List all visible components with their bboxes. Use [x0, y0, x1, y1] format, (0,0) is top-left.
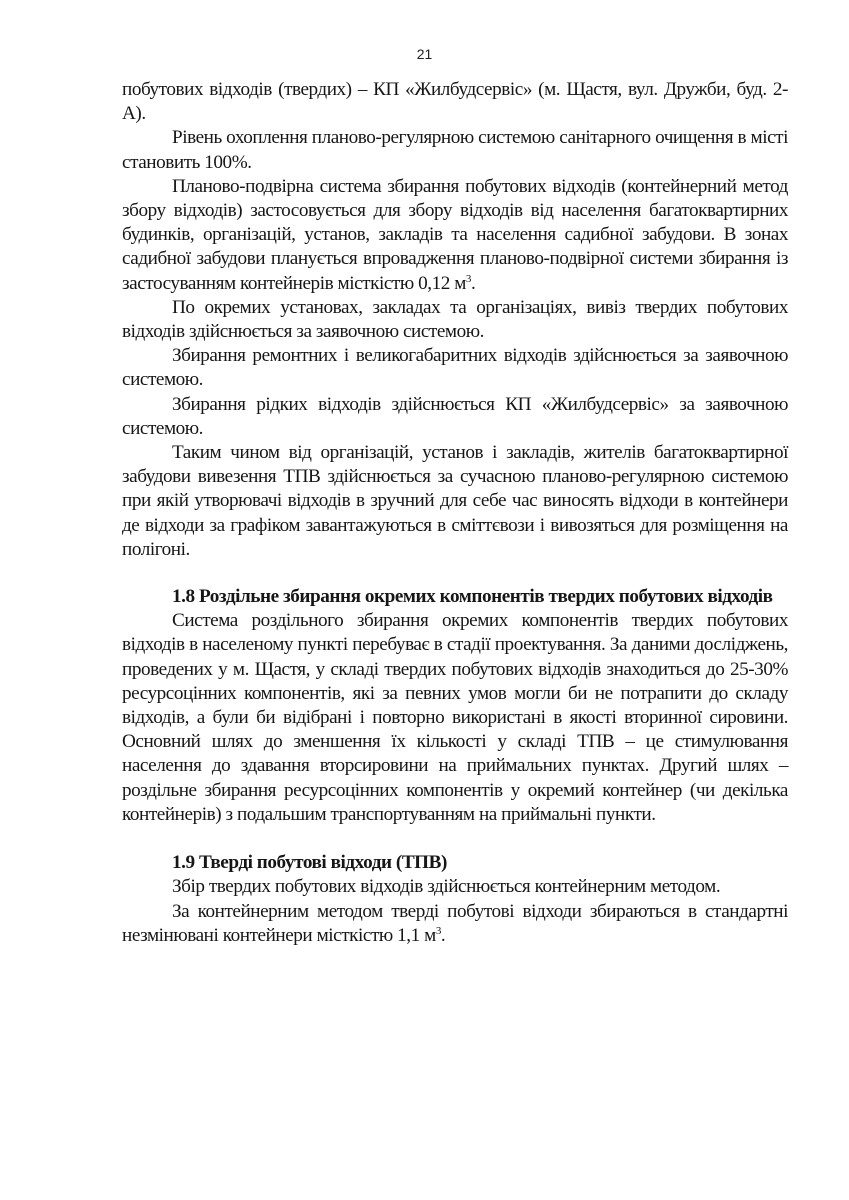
paragraph-standard-containers	[122, 900, 788, 948]
section-heading-1-8: 1.8 Роздільне збирання окремих компонентів твердих побутових відходів	[172, 586, 773, 608]
paragraph-separate-collection: Система роздільного збирання окремих компонентів твердих побутових відходів в населеному пункті перебуває в стадії проектування. За даними досліджень, проведених у м. Щастя, у складі твердих побутових відходів знаходиться до 25-30% ресурсоцінних компонентів, які за певних умов могли би не потрапити до складу відходів, а були би відібрані і повторно використані в якості вторинної сировини. Основний шлях до зменшення їх кількості у складі ТПВ – це стимулювання населення до здавання вторсировини на приймальних пунктах. Другий шлях – роздільне збирання ресурсоцінних компонентів у окремий контейнер (чи декілька контейнерів) з подальшим транспортуванням на приймальні пункти.	[122, 610, 788, 825]
paragraph-trailing: .	[470, 272, 476, 294]
section-heading-1-9: 1.9 Тверді побутові відходи (ТПВ)	[172, 852, 447, 874]
paragraph-continuation: побутових відходів (твердих) – КП «Жилбудсервіс» (м. Щастя, вул. Дружби, буд. 2-А).	[122, 79, 788, 125]
document-body	[122, 78, 788, 948]
paragraph-liquid-waste: Збирання рідких відходів здійснюється КП «Жилбудсервіс» за заявочною системою.	[122, 393, 788, 439]
page-number: 21	[416, 46, 433, 62]
paragraph-institutions: По окремих установах, закладах та організаціях, вивіз твердих побутових відходів здійснюється за заявочною системою.	[122, 296, 788, 343]
cubic-superscript: 3	[435, 924, 441, 937]
paragraph-text: За контейнерним методом тверді побутові відходи збираються в стандартні незмінювані контейнери місткістю 1,1 м	[122, 900, 788, 946]
paragraph-text: Планово-подвірна система збирання побутових відходів (контейнерний метод збору відходів) застосовується для збору відходів від населення багатоквартирних будинків, організацій, установ, закладів та населення садибної забудови. В зонах садибної забудови планується впровадження планово-подвірної системи збирання із застосуванням контейнерів місткістю 0,12 м	[122, 175, 788, 294]
paragraph-trailing: .	[440, 924, 446, 946]
paragraph-coverage-level: Рівень охоплення планово-регулярною системою санітарного очищення в місті становить 100%.	[122, 127, 788, 173]
paragraph-container-system	[122, 175, 788, 296]
paragraph-msw-collection: Збір твердих побутових відходів здійснюється контейнерним методом.	[172, 876, 721, 898]
cubic-superscript: 3	[465, 272, 471, 285]
paragraph-bulky-waste: Збирання ремонтних і великогабаритних відходів здійснюється за заявочною системою.	[122, 345, 788, 391]
paragraph-summary: Таким чином від організацій, установ і закладів, жителів багатоквартирної забудови вивезення ТПВ здійснюється за сучасною планово-регулярною системою при якій утворювачі відходів в зручний для себе час виносять відходи в контейнери де відходи за графіком завантажуються в сміттєвози і вивозяться для розміщення на полігоні.	[122, 442, 788, 560]
